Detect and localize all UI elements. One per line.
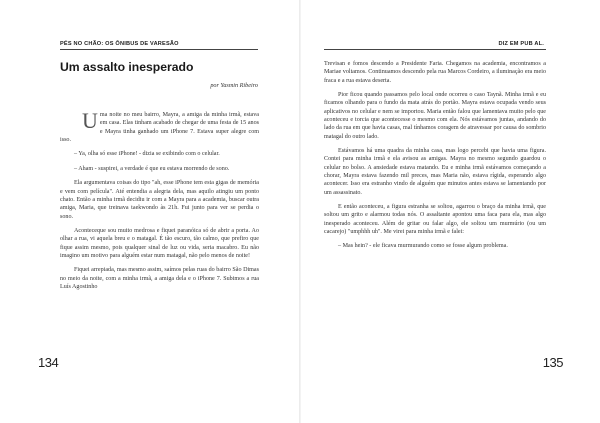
paragraph: Uma noite no meu bairro, Mayra, a amiga da minha irmã, estava em casa. Elas tinham acabado de chegar de uma festa de 15 anos e Mayra tinha ganhado um iPhone 7. Estava super alegre com isso. — [60, 108, 259, 143]
header-rule — [60, 49, 258, 50]
story-title: Um assalto inesperado — [60, 60, 194, 74]
running-header: PÉS NO CHÃO: OS ÔNIBUS DE VARESÃO — [60, 41, 179, 47]
paragraph: E então aconteceu, a figura estranha se soltou, agarrou o braço da minha irmã, que soltou um grito e alarmou todas nós. O assaltante apontou uma faca para ela, mas algo inesperado aconteceu. Além de gritar ou falar algo, ele soltou um murmúrio (ou um cacarejo) "umphhh uh". Me virei para minha irmã e falei: — [324, 204, 546, 235]
author-byline: por Yasmin Ribeiro — [210, 82, 258, 89]
paragraph: Aconteceque sou muito medrosa e fiquei paranóica só de abrir a porta. Ao olhar a rua, vi aquela breu e o matagal. É tão escuro, tão calmo, que prefiro que fique assim mesmo, pois qualquer sinal de luz ou vida, seria macabro. Eu não imagino um motivo para alguém estar num matagal, não pelo menos de noite! — [60, 228, 259, 259]
drop-cap: U — [82, 108, 98, 133]
page-number: 134 — [38, 355, 59, 370]
header-rule — [324, 49, 546, 50]
paragraph: Estávamos há uma quadra da minha casa, mas logo percebi que havia uma figura. Contei para minha irmã e ela avisou as amigas. Mayra no mesmo segundo guardou o celular no bolso. A ansiedade estava matando. Eu e minha irmã estávamos começando a chorar, Mayra estava fazendo mil preces, mas Maria não, estava rígida, esperando algo acontecer. Isso era estranho vindo de alguém que minutos antes estava se lamentando por um assassinato. — [324, 148, 546, 196]
paragraph: – Mas hein? - ele ficava murmurando como se fosse algum problema. — [338, 243, 508, 250]
page-number: 135 — [542, 355, 563, 370]
paragraph: – Aham - suspirei, a verdade é que eu estava morrendo de sono. — [74, 165, 230, 172]
paragraph: – Ya, olha só esse iPhone! - dizia se exibindo com o celular. — [74, 151, 220, 158]
text-column — [324, 60, 546, 257]
running-header: DIZ EM PUB AL. — [498, 41, 544, 47]
paragraph: Fiquei arrepiada, mas mesmo assim, saímos pelas ruas do bairro São Dimas no meio da noite, com a minha irmã, a amiga dela e o iPhone 7. Subimos a rua Luís Agostinho — [60, 267, 259, 290]
paragraph: Trevisan e fomos descendo a Presidente Faria. Chegamos na academia, encontramos a Mariae voltamos. Continuamos descendo pela rua Marcos Cordeiro, a iluminação era meio fraca e a rua estava deserta. — [324, 61, 546, 84]
paragraph: Pior ficou quando passamos pelo local onde ocorreu o caso Taynã. Minha irmã e eu ficamos olhando para o fundo da mata atrás do portão. Mayra estava ocupada vendo seus aplicativos no celular e nem se importou. Maria então falou que lamentava muito pelo que aconteceu e torcia que acontecesse o mesmo com ela. Nós estávamos juntas, andando do lado da rua em que havia casas, mal tínhamos coragem de atravessar por causa do sombrio matagal do outro lado. — [324, 92, 546, 140]
right-page — [300, 0, 600, 423]
text-column — [60, 108, 259, 297]
paragraph: Ela argumentava coisas do tipo "ah, esse iPhone tem esta gigas de memória e vem com película". Até entendia a alegria dela, mas aquilo atingiu um ponto chato. Então a minha irmã decidiu ir com a Mayra para a academia, buscar outra amiga, Maria, que treinava taekwondo às 21h. Fui junto para ver se perdia o sono. — [60, 180, 259, 220]
